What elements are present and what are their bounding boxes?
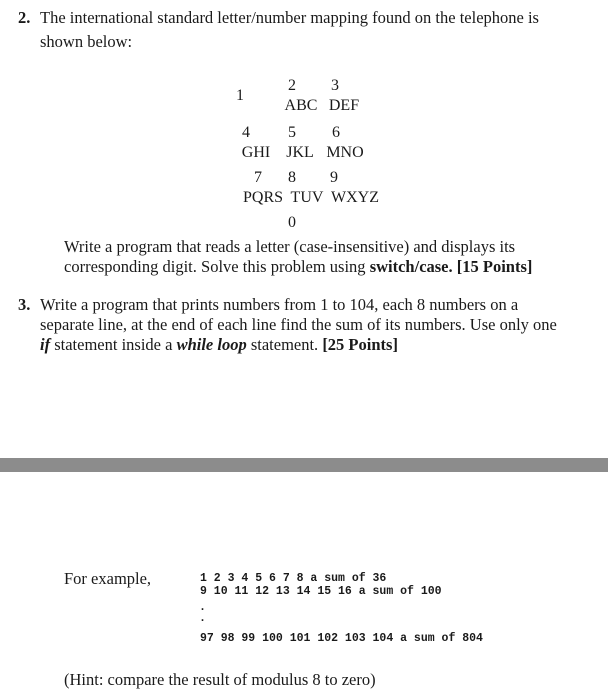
example-ellipsis-dot-1: .: [201, 599, 204, 613]
key-4-letters: GHI: [241, 144, 271, 161]
q3-line3-end: statement.: [246, 335, 323, 354]
key-7-letters: PQRS: [242, 189, 284, 206]
q3-number: 3.: [18, 295, 31, 314]
q2-text-line2: shown below:: [40, 32, 133, 51]
key-2-digit: 2: [288, 77, 296, 94]
example-output-line1: 1 2 3 4 5 6 7 8 a sum of 36: [200, 572, 387, 585]
hint-text: (Hint: compare the result of modulus 8 to zero): [64, 670, 376, 689]
q3-points: [25 Points]: [322, 335, 398, 354]
page-divider: [0, 458, 608, 472]
q2-instruction-line1: Write a program that reads a letter (case-insensitive) and displays its: [64, 237, 516, 256]
key-3-letters: DEF: [328, 97, 360, 114]
key-4-digit: 4: [242, 124, 250, 141]
q2-number: 2.: [18, 8, 31, 27]
q3-text-line3: [40, 334, 398, 355]
key-9-letters: WXYZ: [331, 189, 379, 206]
key-5-digit: 5: [288, 124, 296, 141]
q3-while-loop: while loop: [176, 335, 247, 354]
key-8-letters: TUV: [290, 189, 324, 206]
key-7-digit: 7: [254, 169, 262, 186]
key-8-digit: 8: [288, 169, 296, 186]
q2-text-line1: The international standard letter/number mapping found on the telephone is: [40, 8, 539, 27]
example-output-line3: 97 98 99 100 101 102 103 104 a sum of 804: [200, 632, 483, 645]
q3-line3-mid: statement inside a: [50, 335, 177, 354]
q2-instruction-text: corresponding digit. Solve this problem using: [64, 257, 370, 276]
q3-text-line2: separate line, at the end of each line find the sum of its numbers. Use only one: [40, 315, 557, 334]
key-2-letters: ABC: [284, 97, 318, 114]
q2-points: [15 Points]: [452, 257, 533, 276]
key-3-digit: 3: [331, 77, 339, 94]
q2-switch-case: switch/case.: [369, 257, 453, 276]
key-0-digit: 0: [288, 214, 296, 231]
key-9-digit: 9: [330, 169, 338, 186]
q3-if-keyword: if: [40, 335, 51, 354]
key-1-digit: 1: [236, 87, 244, 104]
key-6-digit: 6: [332, 124, 340, 141]
q2-instruction-line2: [64, 256, 532, 277]
example-label: For example,: [64, 569, 152, 588]
key-6-letters: MNO: [326, 144, 364, 161]
example-output-line2: 9 10 11 12 13 14 15 16 a sum of 100: [200, 585, 442, 598]
key-5-letters: JKL: [286, 144, 314, 161]
example-ellipsis-dot-2: .: [201, 610, 204, 624]
q3-text-line1: Write a program that prints numbers from 1 to 104, each 8 numbers on a: [40, 295, 519, 314]
